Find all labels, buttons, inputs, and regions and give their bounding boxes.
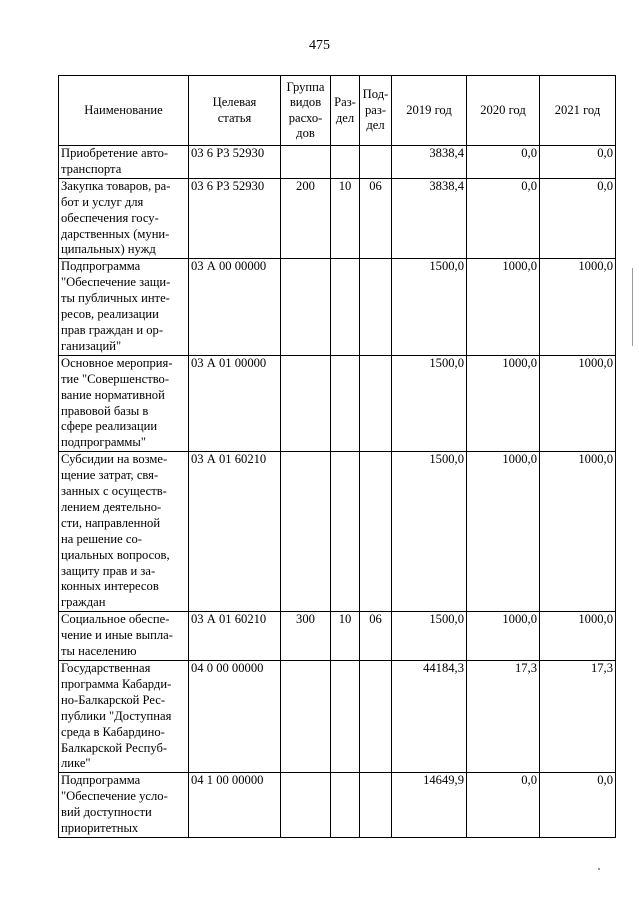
cell-expense-group [281, 259, 331, 355]
cell-2021: 1000,0 [540, 612, 616, 661]
table-row [59, 146, 616, 179]
cell-section [331, 661, 360, 773]
cell-expense-group [281, 146, 331, 179]
cell-2020: 0,0 [467, 146, 540, 179]
cell-2019: 3838,4 [392, 146, 467, 179]
cell-section: 10 [331, 612, 360, 661]
cell-target-code: 03 6 Р3 52930 [189, 146, 281, 179]
cell-2019: 1500,0 [392, 612, 467, 661]
table-row [59, 773, 616, 838]
table-row [59, 259, 616, 355]
cell-2019: 44184,3 [392, 661, 467, 773]
cell-subsection: 06 [360, 612, 392, 661]
cell-2021: 1000,0 [540, 259, 616, 355]
cell-2020: 1000,0 [467, 612, 540, 661]
header-target: Целевая статья [189, 76, 281, 146]
table-header-row [59, 76, 616, 146]
page-number: 475 [309, 38, 330, 53]
cell-subsection [360, 773, 392, 838]
cell-expense-group [281, 773, 331, 838]
cell-2021: 1000,0 [540, 355, 616, 451]
cell-subsection [360, 452, 392, 612]
cell-2019: 1500,0 [392, 452, 467, 612]
cell-section [331, 773, 360, 838]
cell-2021: 17,3 [540, 661, 616, 773]
cell-2019: 14649,9 [392, 773, 467, 838]
header-group: Группа видов расхо- дов [281, 76, 331, 146]
cell-section [331, 355, 360, 451]
cell-target-code: 03 А 01 60210 [189, 612, 281, 661]
cell-expense-group [281, 355, 331, 451]
cell-2021: 0,0 [540, 146, 616, 179]
cell-2019: 1500,0 [392, 355, 467, 451]
cell-name: Приобретение авто- транспорта [59, 146, 189, 179]
cell-target-code: 04 0 00 00000 [189, 661, 281, 773]
header-2020: 2020 год [467, 76, 540, 146]
budget-table [58, 75, 616, 838]
cell-2021: 0,0 [540, 773, 616, 838]
cell-name: Основное мероприя- тие "Совершенство- вание нормативной правовой базы в сфере реализации подпрограммы" [59, 355, 189, 451]
header-subsection: Под- раз- дел [360, 76, 392, 146]
cell-name: Социальное обеспе- чение и иные выпла- ты населению [59, 612, 189, 661]
cell-name: Подпрограмма "Обеспечение усло- вий доступности приоритетных [59, 773, 189, 838]
cell-2020: 1000,0 [467, 452, 540, 612]
cell-2021: 1000,0 [540, 452, 616, 612]
cell-2020: 0,0 [467, 773, 540, 838]
table-row [59, 452, 616, 612]
cell-subsection [360, 661, 392, 773]
cell-subsection [360, 259, 392, 355]
cell-2020: 1000,0 [467, 259, 540, 355]
header-name: Наименование [59, 76, 189, 146]
header-section: Раз- дел [331, 76, 360, 146]
cell-expense-group [281, 661, 331, 773]
scan-dot [598, 868, 600, 870]
header-2019: 2019 год [392, 76, 467, 146]
cell-target-code: 03 А 01 60210 [189, 452, 281, 612]
header-2021: 2021 год [540, 76, 616, 146]
table-row [59, 178, 616, 259]
cell-section [331, 146, 360, 179]
cell-subsection: 06 [360, 178, 392, 259]
cell-target-code: 03 А 01 00000 [189, 355, 281, 451]
cell-name: Субсидии на возме- щение затрат, свя- занных с осуществ- лением деятельно- сти, направленной на решение со- циальных вопросов, защиту прав и за- конных интересов граждан [59, 452, 189, 612]
cell-target-code: 03 6 Р3 52930 [189, 178, 281, 259]
cell-name: Подпрограмма "Обеспечение защи- ты публичных инте- ресов, реализации прав граждан и ор- ганизаций" [59, 259, 189, 355]
cell-2020: 1000,0 [467, 355, 540, 451]
cell-2019: 3838,4 [392, 178, 467, 259]
cell-2020: 17,3 [467, 661, 540, 773]
cell-expense-group [281, 452, 331, 612]
cell-section: 10 [331, 178, 360, 259]
cell-target-code: 04 1 00 00000 [189, 773, 281, 838]
cell-name: Государственная программа Кабарди- но-Балкарской Рес- публики "Доступная среда в Кабардино- Балкарской Респуб- лике" [59, 661, 189, 773]
cell-2020: 0,0 [467, 178, 540, 259]
cell-expense-group: 200 [281, 178, 331, 259]
page-edge-mark [632, 268, 633, 346]
table-row [59, 612, 616, 661]
table-row [59, 355, 616, 451]
cell-section [331, 259, 360, 355]
cell-expense-group: 300 [281, 612, 331, 661]
cell-target-code: 03 А 00 00000 [189, 259, 281, 355]
cell-name: Закупка товаров, ра- бот и услуг для обеспечения госу- дарственных (муни- ципальных) нужд [59, 178, 189, 259]
table-row [59, 661, 616, 773]
cell-subsection [360, 146, 392, 179]
cell-2019: 1500,0 [392, 259, 467, 355]
cell-subsection [360, 355, 392, 451]
cell-2021: 0,0 [540, 178, 616, 259]
cell-section [331, 452, 360, 612]
